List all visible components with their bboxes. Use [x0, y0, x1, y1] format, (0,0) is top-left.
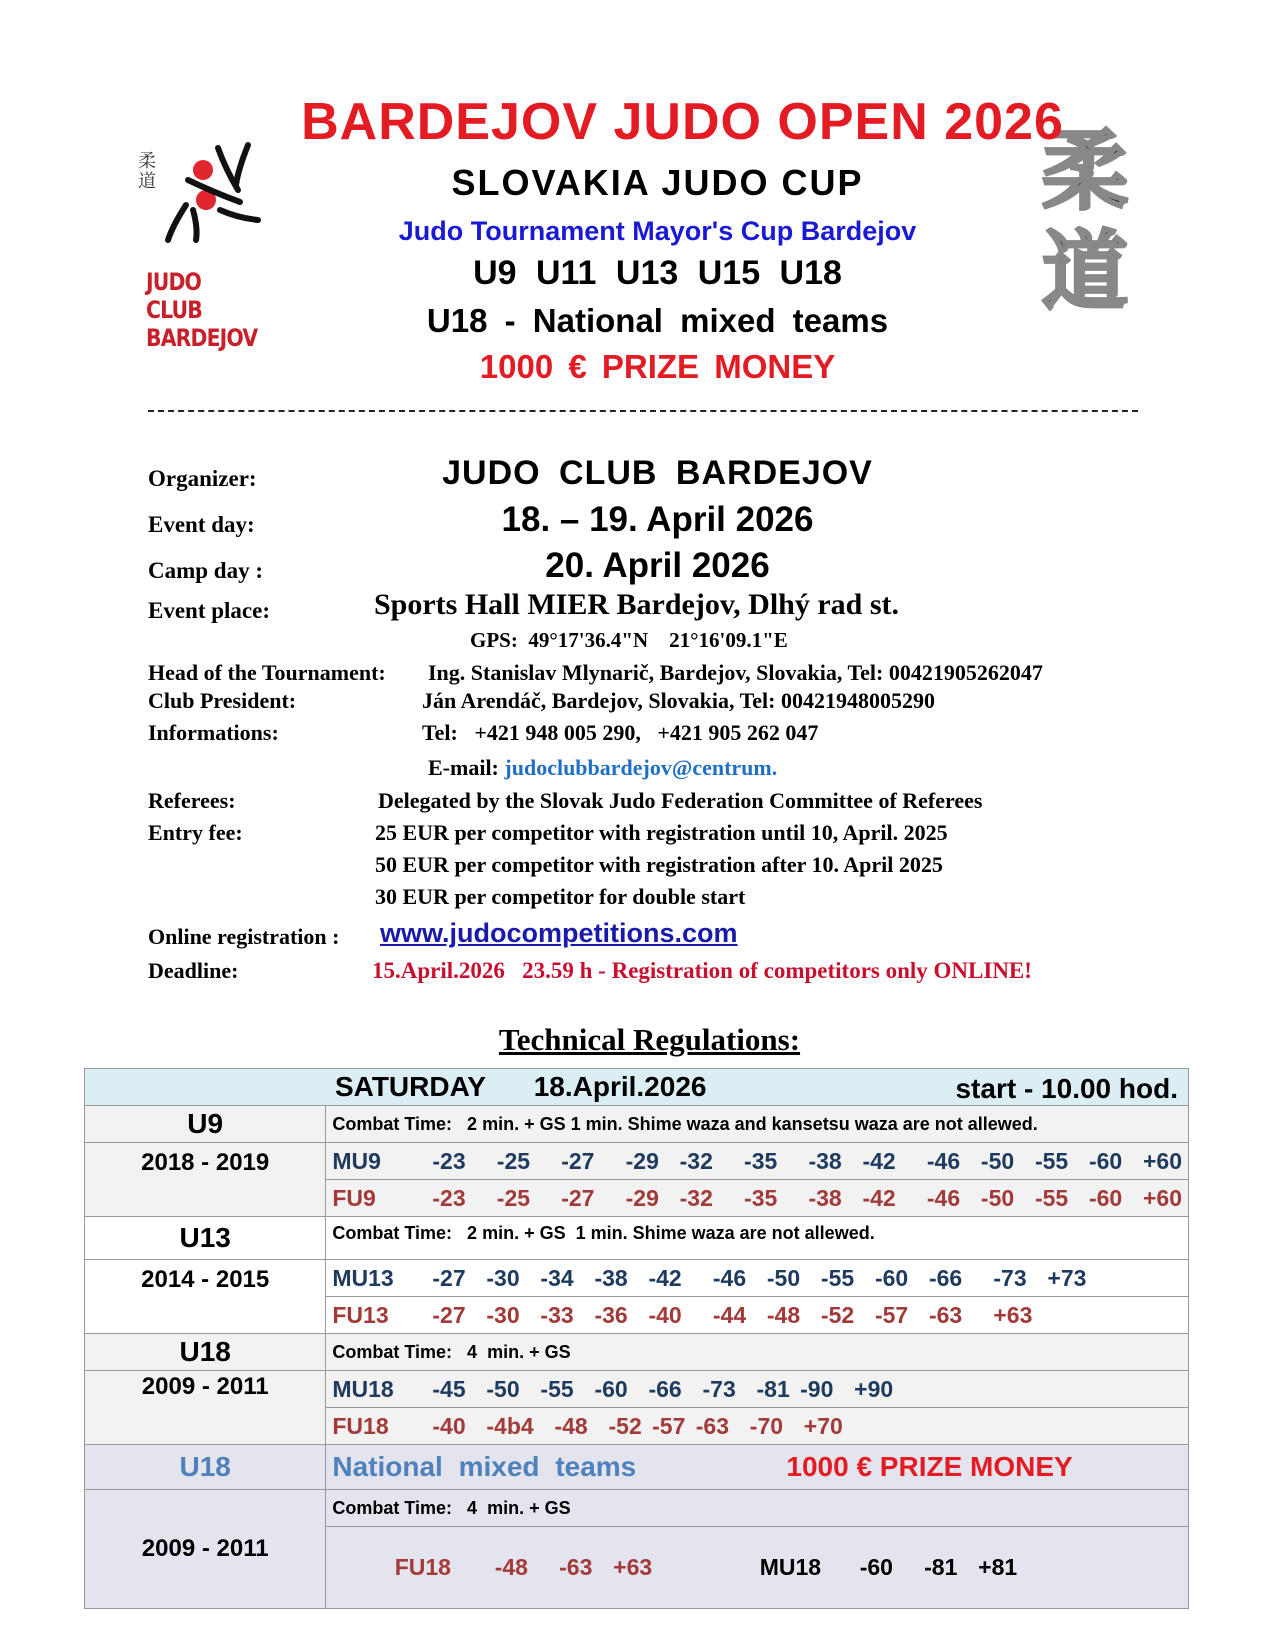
entry-fee-line-3: 30 EUR per competitor for double start [375, 884, 746, 909]
combat-time: Combat Time: 4 min. + GS [326, 1334, 1189, 1371]
teams-female-label: FU18 [394, 1554, 451, 1580]
judo-kanji-graphic: 柔道 [1042, 121, 1128, 322]
email-line [428, 755, 777, 781]
teams-combat-row [85, 1490, 1189, 1527]
organizer-label: Organizer: [148, 466, 257, 491]
technical-regulations-title: Technical Regulations: [498, 1022, 801, 1057]
gps-coordinates: GPS: 49°17'36.4"N 21°16'09.1"E [470, 628, 788, 652]
event-title: BARDEJOV JUDO OPEN 2026 [301, 93, 1064, 151]
referees-value: Delegated by the Slovak Judo Federation Committee of Referees [378, 788, 983, 813]
female-weights: FU13 -27 -30 -33 -36 -40 -44 -48 -52 -57 -63 +63 [326, 1297, 1189, 1334]
day-label: SATURDAY [335, 1071, 486, 1102]
group-row-u18 [85, 1334, 1189, 1371]
online-registration-label: Online registration : [148, 924, 340, 949]
prize-money: 1000 € PRIZE MONEY [479, 348, 836, 385]
start-time: start - 10.00 hod. [955, 1073, 1178, 1104]
dashed-divider [148, 410, 1138, 412]
male-weights: MU13 -27 -30 -34 -38 -42 -46 -50 -55 -60 -66 -73 +73 [326, 1260, 1189, 1297]
female-weights: FU9 -23 -25 -27 -29 -32 -35 -38 -42 -46 -50 -55 -60 +60 [326, 1180, 1189, 1217]
logo-kanji: 柔道 [138, 151, 156, 192]
logo-text-line2: BARDEJOV [146, 324, 258, 352]
age-groups: U9 U11 U13 U15 U18 [473, 254, 842, 292]
president-label: Club President: [148, 688, 297, 713]
event-day-value: 18. – 19. April 2026 [501, 500, 814, 539]
combat-time: Combat Time: 2 min. + GS 1 min. Shime waza and kansetsu waza are not allewed. [326, 1106, 1189, 1143]
birth-years: 2014 - 2015 [85, 1260, 326, 1334]
weights-row [85, 1260, 1189, 1297]
birth-years: 2018 - 2019 [85, 1143, 326, 1217]
event-place-value: Sports Hall MIER Bardejov, Dlhý rad st. [374, 588, 900, 621]
regulations-table [84, 1068, 1189, 1609]
tournament-name: Judo Tournament Mayor's Cup Bardejov [398, 216, 917, 246]
entry-fee-line-2: 50 EUR per competitor with registration after 10. April 2025 [375, 852, 943, 877]
camp-day-value: 20. April 2026 [545, 546, 770, 585]
logo-text-line1: JUDO CLUB [146, 268, 202, 324]
teams-header-row [85, 1445, 1189, 1490]
group-row-u13 [85, 1217, 1189, 1260]
informations-label: Informations: [148, 720, 279, 745]
teams-male-weights: -60 -81 +81 [859, 1554, 1018, 1580]
teams-title: National mixed teams [332, 1451, 637, 1482]
male-weights: MU18 -45 -50 -55 -60 -66 -73 -81 -90 +90 [326, 1371, 1189, 1408]
registration-link[interactable]: www.judocompetitions.com [380, 918, 738, 948]
event-place-label: Event place: [148, 598, 271, 623]
combat-time: Combat Time: 2 min. + GS 1 min. Shime waza are not allewed. [326, 1217, 1189, 1260]
day-header-row [85, 1069, 1189, 1106]
age-category: U9 [85, 1106, 326, 1143]
president-value: Ján Arendáč, Bardejov, Slovakia, Tel: 00421948005290 [422, 688, 935, 713]
teams-line: U18 - National mixed teams [426, 302, 889, 339]
head-label: Head of the Tournament: [148, 660, 386, 685]
weights-row [85, 1143, 1189, 1180]
age-category: U18 [85, 1334, 326, 1371]
female-weights: FU18 -40 -4b4 -48 -52 -57 -63 -70 +70 [326, 1408, 1189, 1445]
deadline-label: Deadline: [148, 958, 239, 983]
teams-birth-years: 2009 - 2011 [85, 1490, 326, 1609]
email-link[interactable]: judoclubbardejov@centrum. [504, 755, 778, 780]
deadline-value: 15.April.2026 23.59 h - Registration of competitors only ONLINE! [372, 958, 1032, 983]
teams-prize: 1000 € PRIZE MONEY [786, 1451, 1073, 1482]
informations-phones: Tel: +421 948 005 290, +421 905 262 047 [422, 720, 819, 745]
teams-age: U18 [85, 1445, 326, 1490]
age-category: U13 [85, 1217, 326, 1260]
camp-day-label: Camp day : [148, 558, 264, 583]
birth-years: 2009 - 2011 [85, 1371, 326, 1445]
entry-fee-line-1: 25 EUR per competitor with registration until 10, April. 2025 [375, 820, 948, 845]
event-day-label: Event day: [148, 512, 255, 537]
teams-combat-time: Combat Time: 4 min. + GS [326, 1490, 1189, 1527]
referees-label: Referees: [148, 788, 236, 813]
weights-row [85, 1371, 1189, 1408]
email-label: E-mail: [428, 755, 499, 780]
event-subtitle: SLOVAKIA JUDO CUP [451, 162, 864, 203]
male-weights: MU9 -23 -25 -27 -29 -32 -35 -38 -42 -46 -50 -55 -60 +60 [326, 1143, 1189, 1180]
organizer-value: JUDO CLUB BARDEJOV [442, 454, 873, 492]
teams-female-weights: -48 -63 +63 [494, 1554, 653, 1580]
head-value: Ing. Stanislav Mlynarič, Bardejov, Slovakia, Tel: 00421905262047 [428, 660, 1043, 685]
teams-male-label: MU18 [759, 1554, 822, 1580]
entry-fee-label: Entry fee: [148, 820, 243, 845]
group-row-u9 [85, 1106, 1189, 1143]
day-date: 18.April.2026 [533, 1071, 707, 1102]
